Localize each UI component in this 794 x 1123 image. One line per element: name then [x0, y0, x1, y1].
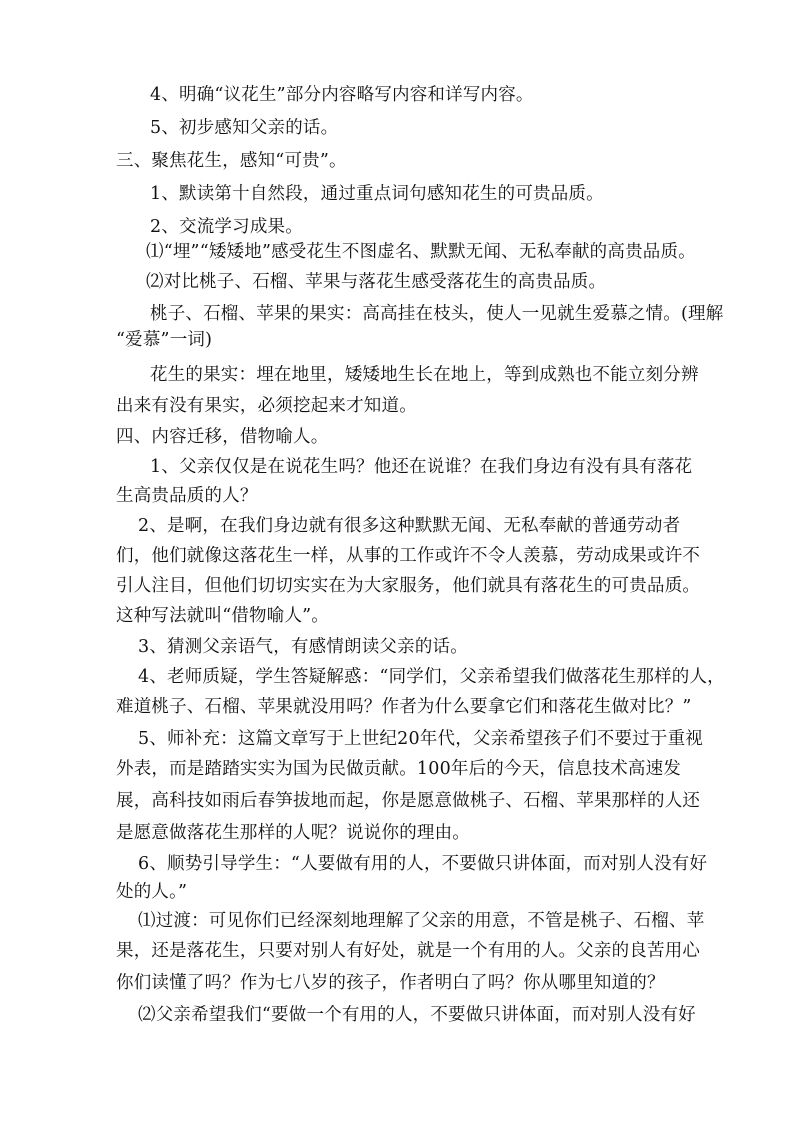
text-line: 展，高科技如雨后春笋拔地而起，你是愿意做桃子、石榴、苹果那样的人还 — [116, 791, 701, 811]
text-line: 是愿意做落花生那样的人呢？说说你的理由。 — [116, 823, 470, 843]
text-line: 们，他们就像这落花生一样，从事的工作或许不令人羡慕，劳动成果或许不 — [116, 546, 701, 566]
text-line: 难道桃子、石榴、苹果就没用吗？作者为什么要拿它们和落花生做对比？” — [116, 697, 692, 717]
text-line: 你们读懂了吗？作为七八岁的孩子，作者明白了吗？你从哪里知道的？ — [116, 973, 665, 993]
text-line: 4、明确“议花生”部分内容略写内容和详写内容。 — [150, 85, 534, 105]
text-line: 引人注目，但他们切切实实在为大家服务，他们就具有落花生的可贵品质。 — [116, 576, 701, 596]
text-line: ⑵父亲希望我们“要做一个有用的人，不要做只讲体面，而对别人没有好 — [138, 1005, 696, 1025]
text-line: 1、默读第十自然段，通过重点词句感知花生的可贵品质。 — [150, 184, 604, 204]
text-line: 4、老师质疑，学生答疑解惑：“同学们，父亲希望我们做落花生那样的人， — [138, 667, 725, 687]
section-heading: 三、聚焦花生，感知“可贵”。 — [116, 151, 347, 171]
text-line: 生高贵品质的人？ — [116, 486, 258, 506]
text-line: 1、父亲仅仅是在说花生吗？他还在说谁？在我们身边有没有具有落花 — [150, 457, 693, 477]
text-line: 5、师补充：这篇文章写于上世纪20年代，父亲希望孩子们不要过于重视 — [138, 729, 703, 749]
text-line: 出来有没有果实，必须挖起来才知道。 — [116, 396, 417, 416]
text-line: 花生的果实：埋在地里，矮矮地生长在地上，等到成熟也不能立刻分辨 — [150, 365, 699, 385]
text-line: 3、猜测父亲语气，有感情朗读父亲的话。 — [138, 637, 468, 657]
text-line: 5、初步感知父亲的话。 — [150, 118, 339, 138]
text-line: 果，还是落花生，只要对别人有好处，就是一个有用的人。父亲的良苦用心 — [116, 941, 701, 961]
text-line: ⑵对比桃子、石榴、苹果与落花生感受落花生的高贵品质。 — [146, 272, 607, 292]
text-line: “爱慕”一词) — [116, 330, 213, 350]
text-line: 6、顺势引导学生：“人要做有用的人，不要做只讲体面，而对别人没有好 — [138, 854, 708, 874]
text-line: 处的人。” — [116, 882, 188, 902]
text-line: 桃子、石榴、苹果的果实：高高挂在枝头，使人一见就生爱慕之情。(理解 — [150, 304, 724, 324]
section-heading: 四、内容迁移，借物喻人。 — [116, 427, 329, 447]
text-line: ⑴过渡：可见你们已经深刻地理解了父亲的用意，不管是桃子、石榴、苹 — [138, 911, 705, 931]
text-line: 2、是啊，在我们身边就有很多这种默默无闻、无私奉献的普通劳动者 — [138, 516, 681, 536]
text-line: 2、交流学习成果。 — [150, 217, 303, 237]
text-line: ⑴“埋”“矮矮地”感受花生不图虚名、默默无闻、无私奉献的高贵品质。 — [146, 242, 696, 262]
text-line: 这种写法就叫“借物喻人”。 — [116, 606, 329, 626]
text-line: 外表，而是踏踏实实为国为民做贡献。100年后的今天，信息技术高速发 — [116, 759, 681, 779]
